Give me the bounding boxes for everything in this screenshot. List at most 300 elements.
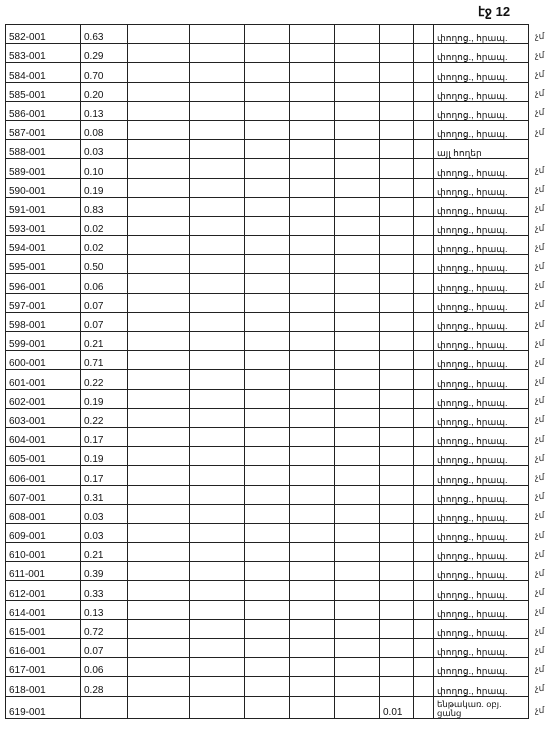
blank-cell xyxy=(414,389,434,408)
blank-cell xyxy=(414,658,434,677)
blank-cell xyxy=(128,236,190,255)
area-cell: 0.08 xyxy=(81,120,128,139)
land-type-cell: փողոց., հրապ. xyxy=(434,25,529,44)
extra-area-cell xyxy=(380,485,414,504)
blank-cell xyxy=(245,63,290,82)
blank-cell xyxy=(290,504,335,523)
blank-cell xyxy=(414,427,434,446)
blank-cell xyxy=(290,696,335,718)
table-row xyxy=(6,120,529,139)
blank-cell xyxy=(335,140,380,159)
area-cell: 0.07 xyxy=(81,293,128,312)
margin-mark: չմ xyxy=(535,376,545,387)
blank-cell xyxy=(414,677,434,696)
blank-cell xyxy=(290,447,335,466)
extra-area-cell xyxy=(380,447,414,466)
margin-mark: չմ xyxy=(535,337,545,348)
extra-area-cell xyxy=(380,178,414,197)
blank-cell xyxy=(290,120,335,139)
margin-mark: չմ xyxy=(535,318,545,329)
blank-cell xyxy=(190,427,245,446)
blank-cell xyxy=(335,332,380,351)
parcel-code-cell: 605-001 xyxy=(6,447,81,466)
blank-cell xyxy=(190,82,245,101)
blank-cell xyxy=(190,389,245,408)
table-row xyxy=(6,504,529,523)
blank-cell xyxy=(128,63,190,82)
blank-cell xyxy=(128,332,190,351)
blank-cell xyxy=(414,523,434,542)
table-row xyxy=(6,658,529,677)
blank-cell xyxy=(414,447,434,466)
blank-cell xyxy=(245,312,290,331)
blank-cell xyxy=(335,639,380,658)
blank-cell xyxy=(245,101,290,120)
area-cell: 0.39 xyxy=(81,562,128,581)
extra-area-cell xyxy=(380,370,414,389)
extra-area-cell xyxy=(380,140,414,159)
blank-cell xyxy=(190,639,245,658)
blank-cell xyxy=(290,658,335,677)
blank-cell xyxy=(290,581,335,600)
extra-area-cell xyxy=(380,255,414,274)
blank-cell xyxy=(335,370,380,389)
blank-cell xyxy=(335,447,380,466)
margin-mark: չմ xyxy=(535,260,545,271)
blank-cell xyxy=(414,159,434,178)
blank-cell xyxy=(335,216,380,235)
blank-cell xyxy=(128,216,190,235)
parcel-code-cell: 610-001 xyxy=(6,543,81,562)
margin-mark: չմ xyxy=(535,529,545,540)
blank-cell xyxy=(245,658,290,677)
blank-cell xyxy=(414,600,434,619)
extra-area-cell xyxy=(380,332,414,351)
blank-cell xyxy=(128,543,190,562)
blank-cell xyxy=(335,236,380,255)
blank-cell xyxy=(335,504,380,523)
blank-cell xyxy=(245,332,290,351)
land-type-cell: փողոց., հրապ. xyxy=(434,447,529,466)
blank-cell xyxy=(290,293,335,312)
margin-mark: չմ xyxy=(535,491,545,502)
blank-cell xyxy=(414,120,434,139)
parcel-code-cell: 607-001 xyxy=(6,485,81,504)
extra-area-cell xyxy=(380,427,414,446)
blank-cell xyxy=(414,25,434,44)
margin-mark: չմ xyxy=(535,625,545,636)
table-row xyxy=(6,389,529,408)
blank-cell xyxy=(414,466,434,485)
margin-mark: չմ xyxy=(535,395,545,406)
table-row xyxy=(6,332,529,351)
blank-cell xyxy=(245,562,290,581)
extra-area-cell xyxy=(380,312,414,331)
land-type-cell: փողոց., հրապ. xyxy=(434,677,529,696)
land-type-cell: փողոց., հրապ. xyxy=(434,562,529,581)
margin-mark: չմ xyxy=(535,663,545,674)
land-type-cell: ենթակառ. օբյ. ցանց xyxy=(434,696,529,718)
blank-cell xyxy=(414,101,434,120)
area-cell: 0.02 xyxy=(81,216,128,235)
blank-cell xyxy=(335,44,380,63)
blank-cell xyxy=(245,696,290,718)
blank-cell xyxy=(190,523,245,542)
blank-cell xyxy=(414,504,434,523)
blank-cell xyxy=(245,504,290,523)
land-type-cell: փողոց., հրապ. xyxy=(434,543,529,562)
area-cell: 0.07 xyxy=(81,639,128,658)
area-cell: 0.83 xyxy=(81,197,128,216)
area-cell: 0.22 xyxy=(81,370,128,389)
blank-cell xyxy=(128,619,190,638)
blank-cell xyxy=(190,351,245,370)
margin-mark: չմ xyxy=(535,587,545,598)
area-cell: 0.31 xyxy=(81,485,128,504)
blank-cell xyxy=(128,178,190,197)
area-cell: 0.21 xyxy=(81,332,128,351)
extra-area-cell xyxy=(380,197,414,216)
area-cell: 0.50 xyxy=(81,255,128,274)
blank-cell xyxy=(128,25,190,44)
parcel-code-cell: 600-001 xyxy=(6,351,81,370)
blank-cell xyxy=(190,408,245,427)
margin-mark: չմ xyxy=(535,433,545,444)
extra-area-cell xyxy=(380,523,414,542)
area-cell: 0.13 xyxy=(81,600,128,619)
blank-cell xyxy=(245,600,290,619)
blank-cell xyxy=(290,25,335,44)
land-type-cell: փողոց., հրապ. xyxy=(434,619,529,638)
blank-cell xyxy=(414,293,434,312)
blank-cell xyxy=(290,485,335,504)
blank-cell xyxy=(128,427,190,446)
area-cell: 0.19 xyxy=(81,389,128,408)
parcel-code-cell: 603-001 xyxy=(6,408,81,427)
blank-cell xyxy=(190,178,245,197)
blank-cell xyxy=(290,427,335,446)
blank-cell xyxy=(128,562,190,581)
land-type-cell: փողոց., հրապ. xyxy=(434,197,529,216)
blank-cell xyxy=(245,178,290,197)
blank-cell xyxy=(335,619,380,638)
blank-cell xyxy=(190,236,245,255)
parcel-code-cell: 615-001 xyxy=(6,619,81,638)
table-row xyxy=(6,82,529,101)
blank-cell xyxy=(290,677,335,696)
parcel-code-cell: 582-001 xyxy=(6,25,81,44)
extra-area-cell xyxy=(380,677,414,696)
blank-cell xyxy=(290,312,335,331)
margin-mark: չմ xyxy=(535,165,545,175)
land-type-cell: փողոց., հրապ. xyxy=(434,581,529,600)
blank-cell xyxy=(128,274,190,293)
table-row xyxy=(6,293,529,312)
blank-cell xyxy=(245,389,290,408)
table-row xyxy=(6,255,529,274)
table-row xyxy=(6,677,529,696)
blank-cell xyxy=(335,562,380,581)
blank-cell xyxy=(128,159,190,178)
parcel-code-cell: 591-001 xyxy=(6,197,81,216)
blank-cell xyxy=(414,255,434,274)
land-type-cell: փողոց., հրապ. xyxy=(434,293,529,312)
margin-mark: չմ xyxy=(535,510,545,521)
extra-area-cell xyxy=(380,466,414,485)
margin-mark: չմ xyxy=(535,644,545,655)
blank-cell xyxy=(190,255,245,274)
extra-area-cell xyxy=(380,504,414,523)
blank-cell xyxy=(128,639,190,658)
table-row xyxy=(6,639,529,658)
parcel-code-cell: 612-001 xyxy=(6,581,81,600)
extra-area-cell xyxy=(380,159,414,178)
parcel-code-cell: 599-001 xyxy=(6,332,81,351)
blank-cell xyxy=(245,351,290,370)
margin-mark: չմ xyxy=(535,280,545,291)
blank-cell xyxy=(190,447,245,466)
parcel-code-cell: 614-001 xyxy=(6,600,81,619)
blank-cell xyxy=(290,178,335,197)
blank-cell xyxy=(414,216,434,235)
area-cell: 0.10 xyxy=(81,159,128,178)
parcel-code-cell: 593-001 xyxy=(6,216,81,235)
blank-cell xyxy=(414,408,434,427)
blank-cell xyxy=(245,677,290,696)
blank-cell xyxy=(335,389,380,408)
blank-cell xyxy=(335,427,380,446)
table-row xyxy=(6,44,529,63)
blank-cell xyxy=(290,370,335,389)
parcel-code-cell: 598-001 xyxy=(6,312,81,331)
area-cell: 0.19 xyxy=(81,447,128,466)
margin-mark: չմ xyxy=(535,683,545,694)
blank-cell xyxy=(335,677,380,696)
extra-area-cell xyxy=(380,216,414,235)
blank-cell xyxy=(335,581,380,600)
parcel-code-cell: 619-001 xyxy=(6,696,81,718)
blank-cell xyxy=(290,140,335,159)
extra-area-cell xyxy=(380,658,414,677)
table-row xyxy=(6,370,529,389)
table-row xyxy=(6,63,529,82)
land-type-cell: փողոց., հրապ. xyxy=(434,427,529,446)
table-row xyxy=(6,562,529,581)
area-cell: 0.19 xyxy=(81,178,128,197)
land-type-cell: փողոց., հրապ. xyxy=(434,101,529,120)
table-row xyxy=(6,581,529,600)
blank-cell xyxy=(245,216,290,235)
blank-cell xyxy=(290,523,335,542)
blank-cell xyxy=(128,44,190,63)
parcel-code-cell: 604-001 xyxy=(6,427,81,446)
area-cell: 0.33 xyxy=(81,581,128,600)
margin-mark: չմ xyxy=(535,567,545,578)
margin-mark: չմ xyxy=(535,69,545,80)
blank-cell xyxy=(128,466,190,485)
parcel-code-cell: 586-001 xyxy=(6,101,81,120)
blank-cell xyxy=(245,370,290,389)
land-register-table xyxy=(5,24,529,719)
blank-cell xyxy=(335,159,380,178)
land-type-cell: փողոց., հրապ. xyxy=(434,466,529,485)
blank-cell xyxy=(414,370,434,389)
blank-cell xyxy=(190,466,245,485)
blank-cell xyxy=(128,696,190,718)
land-type-cell: այլ հողեր xyxy=(434,140,529,159)
blank-cell xyxy=(190,44,245,63)
extra-area-cell xyxy=(380,120,414,139)
land-type-cell: փողոց., հրապ. xyxy=(434,159,529,178)
area-cell: 0.07 xyxy=(81,312,128,331)
table-row xyxy=(6,25,529,44)
blank-cell xyxy=(335,543,380,562)
blank-cell xyxy=(414,696,434,718)
land-type-cell: փողոց., հրապ. xyxy=(434,178,529,197)
blank-cell xyxy=(290,82,335,101)
blank-cell xyxy=(190,619,245,638)
land-type-cell: փողոց., հրապ. xyxy=(434,120,529,139)
blank-cell xyxy=(290,63,335,82)
blank-cell xyxy=(128,120,190,139)
blank-cell xyxy=(245,82,290,101)
blank-cell xyxy=(190,274,245,293)
table-row xyxy=(6,197,529,216)
blank-cell xyxy=(335,178,380,197)
area-cell: 0.71 xyxy=(81,351,128,370)
blank-cell xyxy=(414,44,434,63)
table-row xyxy=(6,236,529,255)
parcel-code-cell: 601-001 xyxy=(6,370,81,389)
margin-mark: չմ xyxy=(535,414,545,425)
blank-cell xyxy=(335,408,380,427)
blank-cell xyxy=(128,658,190,677)
blank-cell xyxy=(290,44,335,63)
extra-area-cell xyxy=(380,543,414,562)
extra-area-cell xyxy=(380,639,414,658)
blank-cell xyxy=(128,255,190,274)
table-row xyxy=(6,485,529,504)
blank-cell xyxy=(335,101,380,120)
blank-cell xyxy=(128,140,190,159)
blank-cell xyxy=(190,293,245,312)
parcel-code-cell: 585-001 xyxy=(6,82,81,101)
blank-cell xyxy=(335,82,380,101)
area-cell: 0.03 xyxy=(81,523,128,542)
table-row xyxy=(6,408,529,427)
blank-cell xyxy=(290,562,335,581)
land-type-cell: փողոց., հրապ. xyxy=(434,600,529,619)
blank-cell xyxy=(335,63,380,82)
table-row xyxy=(6,178,529,197)
land-type-cell: փողոց., հրապ. xyxy=(434,351,529,370)
extra-area-cell xyxy=(380,619,414,638)
area-cell: 0.02 xyxy=(81,236,128,255)
blank-cell xyxy=(190,581,245,600)
margin-mark: չմ xyxy=(535,452,545,463)
blank-cell xyxy=(335,523,380,542)
blank-cell xyxy=(128,504,190,523)
parcel-code-cell: 602-001 xyxy=(6,389,81,408)
blank-cell xyxy=(128,370,190,389)
blank-cell xyxy=(414,639,434,658)
blank-cell xyxy=(190,63,245,82)
land-type-cell: փողոց., հրապ. xyxy=(434,370,529,389)
table-row xyxy=(6,543,529,562)
blank-cell xyxy=(290,639,335,658)
land-type-cell: փողոց., հրապ. xyxy=(434,408,529,427)
blank-cell xyxy=(414,581,434,600)
table-row xyxy=(6,216,529,235)
parcel-code-cell: 595-001 xyxy=(6,255,81,274)
blank-cell xyxy=(128,677,190,696)
blank-cell xyxy=(290,236,335,255)
blank-cell xyxy=(128,523,190,542)
table-row xyxy=(6,351,529,370)
blank-cell xyxy=(245,197,290,216)
blank-cell xyxy=(414,274,434,293)
parcel-code-cell: 597-001 xyxy=(6,293,81,312)
blank-cell xyxy=(290,197,335,216)
blank-cell xyxy=(245,581,290,600)
blank-cell xyxy=(335,293,380,312)
margin-mark: չմ xyxy=(535,606,545,617)
blank-cell xyxy=(335,274,380,293)
margin-mark: չմ xyxy=(535,472,545,482)
page-number: էջ 12 xyxy=(478,4,511,19)
blank-cell xyxy=(190,696,245,718)
land-type-cell: փողոց., հրապ. xyxy=(434,274,529,293)
land-type-cell: փողոց., հրապ. xyxy=(434,332,529,351)
blank-cell xyxy=(128,408,190,427)
blank-cell xyxy=(190,677,245,696)
blank-cell xyxy=(245,236,290,255)
land-type-cell: փողոց., հրապ. xyxy=(434,63,529,82)
blank-cell xyxy=(335,120,380,139)
blank-cell xyxy=(414,485,434,504)
land-type-cell: փողոց., հրապ. xyxy=(434,236,529,255)
parcel-code-cell: 583-001 xyxy=(6,44,81,63)
blank-cell xyxy=(335,197,380,216)
table-row xyxy=(6,427,529,446)
blank-cell xyxy=(190,101,245,120)
blank-cell xyxy=(335,351,380,370)
blank-cell xyxy=(245,293,290,312)
land-type-cell: փողոց., հրապ. xyxy=(434,485,529,504)
area-cell: 0.63 xyxy=(81,25,128,44)
margin-mark: չմ xyxy=(535,356,545,367)
parcel-code-cell: 588-001 xyxy=(6,140,81,159)
blank-cell xyxy=(128,82,190,101)
blank-cell xyxy=(128,600,190,619)
blank-cell xyxy=(190,140,245,159)
table-row xyxy=(6,600,529,619)
blank-cell xyxy=(128,485,190,504)
land-type-cell: փողոց., հրապ. xyxy=(434,312,529,331)
blank-cell xyxy=(128,447,190,466)
blank-cell xyxy=(290,101,335,120)
area-cell: 0.06 xyxy=(81,658,128,677)
area-cell: 0.03 xyxy=(81,140,128,159)
blank-cell xyxy=(335,25,380,44)
blank-cell xyxy=(190,504,245,523)
blank-cell xyxy=(245,408,290,427)
area-cell: 0.70 xyxy=(81,63,128,82)
blank-cell xyxy=(190,543,245,562)
blank-cell xyxy=(128,351,190,370)
area-cell: 0.22 xyxy=(81,408,128,427)
blank-cell xyxy=(335,255,380,274)
